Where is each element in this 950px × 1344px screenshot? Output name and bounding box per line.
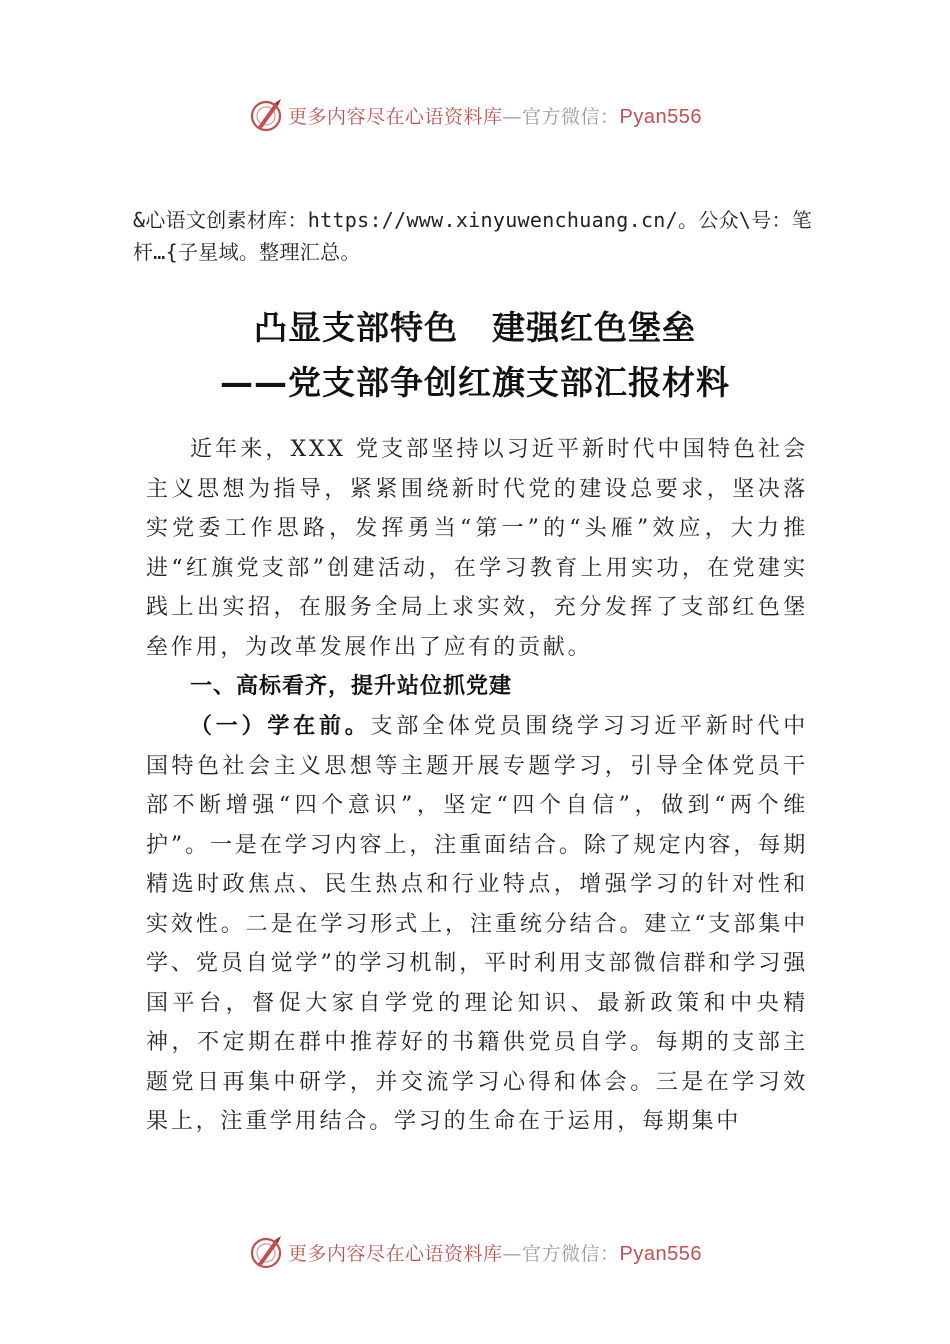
wechat-id: Pyan556 bbox=[619, 105, 702, 128]
document-body bbox=[146, 430, 808, 1142]
brand-text: 更多内容尽在心语资料库 bbox=[288, 105, 503, 128]
watermark-text bbox=[288, 102, 702, 129]
watermark-banner-top bbox=[0, 95, 950, 135]
source-note: &心语文创素材库：https://www.xinyuwenchuang.cn/。公众\号：笔杆…{子星域。整理汇总。 bbox=[133, 208, 813, 264]
intro-paragraph: 近年来，XXX 党支部坚持以习近平新时代中国特色社会主义思想为指导，紧紧围绕新时代党的建设总要求，坚决落实党委工作思路，发挥勇当“第一”的“头雁”效应，大力推进“红旗党支部”创建活动，在学习教育上用实功，在党建实践上出实招，在服务全局上求实效，充分发挥了支部红色堡垒作用，为改革发展作出了应有的贡献。 bbox=[146, 437, 808, 660]
watermark-banner-bottom bbox=[0, 1232, 950, 1272]
subsection-body: 支部全体党员围绕学习习近平新时代中国特色社会主义思想等主题开展专题学习，引导全体党员干部不断增强“四个意识”，坚定“四个自信”，做到“两个维护”。一是在学习内容上，注重面结合。除了规定内容，每期精选时政焦点、民生热点和行业特点，增强学习的针对性和实效性。二是在学习形式上，注重统分结合。建立“支部集中学、党员自觉学”的学习机制，平时利用支部微信群和学习强国平台，督促大家自学党的理论知识、最新政策和中央精神，不定期在群中推荐好的书籍供党员自学。每期的支部主题党日再集中研学，并交流学习心得和体会。三是在学习效果上，注重学用结合。学习的生命在于运用，每期集中 bbox=[146, 714, 808, 1134]
wechat-id: Pyan556 bbox=[619, 1242, 702, 1265]
brand-text: 更多内容尽在心语资料库 bbox=[288, 1242, 503, 1265]
document-title: 凸显支部特色 建强红色堡垒 bbox=[254, 308, 696, 347]
watermark-text bbox=[288, 1239, 702, 1266]
subsection-lead: （一）学在前。 bbox=[190, 714, 371, 739]
quill-pen-circle-icon bbox=[248, 1234, 284, 1270]
wechat-label: —官方微信： bbox=[502, 105, 620, 128]
subsection-paragraph-1 bbox=[146, 707, 808, 1142]
document-subtitle: ——党支部争创红旗支部汇报材料 bbox=[220, 363, 730, 402]
quill-pen-circle-icon bbox=[248, 97, 284, 133]
section-heading-1: 一、高标看齐，提升站位抓党建 bbox=[190, 674, 513, 699]
wechat-label: —官方微信： bbox=[502, 1242, 620, 1265]
